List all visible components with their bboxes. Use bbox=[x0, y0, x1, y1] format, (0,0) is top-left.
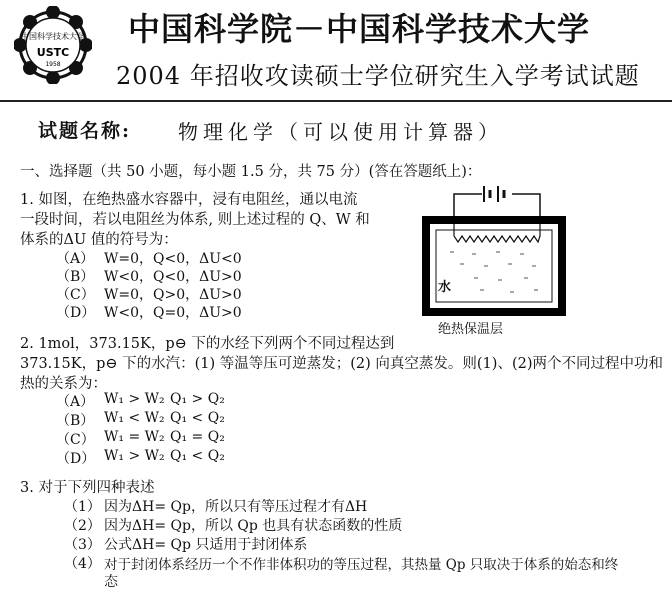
q1-line1: 1. 如图，在绝热盛水容器中，浸有电阻丝，通以电流 bbox=[20, 192, 358, 208]
q2-option-w: W₁ > W₂ bbox=[104, 391, 165, 407]
q3-item-text: 公式ΔH= Qp 只适用于封闭体系 bbox=[104, 537, 308, 553]
q2-option-label: （A） bbox=[56, 394, 95, 410]
q2-option-label: （B） bbox=[56, 413, 95, 429]
logo-year: 1958 bbox=[45, 61, 61, 68]
q1-option-label: （D） bbox=[56, 305, 96, 321]
q3-intro: 3. 对于下列四种表述 bbox=[20, 480, 155, 496]
q2-line2: 373.15K，p⊖ 下的水汽：(1) 等温等压可逆蒸发；(2) 向真空蒸发。则(1)、(2)两个不同过程中功和 bbox=[20, 356, 663, 372]
figure-water-label: 水 bbox=[438, 280, 452, 295]
q1-option-label: （B） bbox=[56, 269, 95, 285]
q3-item-label: （2） bbox=[64, 518, 101, 534]
q2-option-q: Q₁ = Q₂ bbox=[170, 429, 225, 445]
logo-abbr: USTC bbox=[36, 46, 70, 59]
q3-item-label: （3） bbox=[64, 537, 101, 553]
q2-line3: 热的关系为： bbox=[20, 376, 107, 392]
q1-line3: 体系的ΔU 值的符号为： bbox=[20, 232, 178, 248]
q1-option-text: W=0，Q>0，ΔU>0 bbox=[104, 287, 242, 303]
q2-option-w: W₁ < W₂ bbox=[104, 410, 165, 426]
q2-option-q: Q₁ < Q₂ bbox=[170, 410, 225, 426]
page-subtitle: 2004 年招收攻读硕士学位研究生入学考试试题 bbox=[116, 62, 640, 90]
q2-option-label: （C） bbox=[56, 432, 95, 448]
q1-option-label: （A） bbox=[56, 251, 95, 267]
q1-option-text: W<0，Q<0，ΔU>0 bbox=[104, 269, 242, 285]
section-heading: 一、选择题（共 50 小题，每小题 1.5 分，共 75 分）(答在答题纸上)： bbox=[20, 164, 482, 180]
figure-caption: 绝热保温层 bbox=[438, 322, 504, 337]
q3-item-text: 因为ΔH= Qp，所以 Qp 也具有状态函数的性质 bbox=[104, 518, 403, 534]
logo-text: 中国科学技术大学 bbox=[21, 32, 85, 41]
q1-option-text: W<0，Q=0，ΔU>0 bbox=[104, 305, 242, 321]
subject-label: 试题名称: bbox=[38, 120, 132, 142]
q3-item-label: （1） bbox=[64, 499, 101, 515]
q3-item-label: （4） bbox=[64, 556, 101, 572]
q2-option-q: Q₁ < Q₂ bbox=[170, 448, 225, 464]
q2-option-w: W₁ = W₂ bbox=[104, 429, 165, 445]
q3-item-text-continued: 态 bbox=[104, 574, 118, 590]
q3-item-text: 因为ΔH= Qp，所以只有等压过程才有ΔH bbox=[104, 499, 368, 515]
ustc-logo bbox=[14, 6, 92, 84]
header-divider bbox=[0, 100, 672, 102]
q2-option-label: （D） bbox=[56, 451, 96, 467]
q2-option-w: W₁ > W₂ bbox=[104, 448, 165, 464]
q2-line1: 2. 1mol，373.15K，p⊖ 下的水经下列两个不同过程达到 bbox=[20, 336, 395, 352]
q1-line2: 一段时间，若以电阻丝为体系, 则上述过程的 Q、W 和 bbox=[20, 212, 370, 228]
q3-item-text: 对于封闭体系经历一个不作非体积功的等压过程，其热量 Qp 只取决于体系的始态和终 bbox=[104, 557, 619, 573]
q1-option-text: W=0，Q<0，ΔU<0 bbox=[104, 251, 242, 267]
q2-option-q: Q₁ > Q₂ bbox=[170, 391, 225, 407]
q1-option-label: （C） bbox=[56, 287, 95, 303]
page-title: 中国科学院－中国科学技术大学 bbox=[128, 10, 591, 48]
subject-value: 物理化学（可以使用计算器） bbox=[178, 120, 503, 144]
